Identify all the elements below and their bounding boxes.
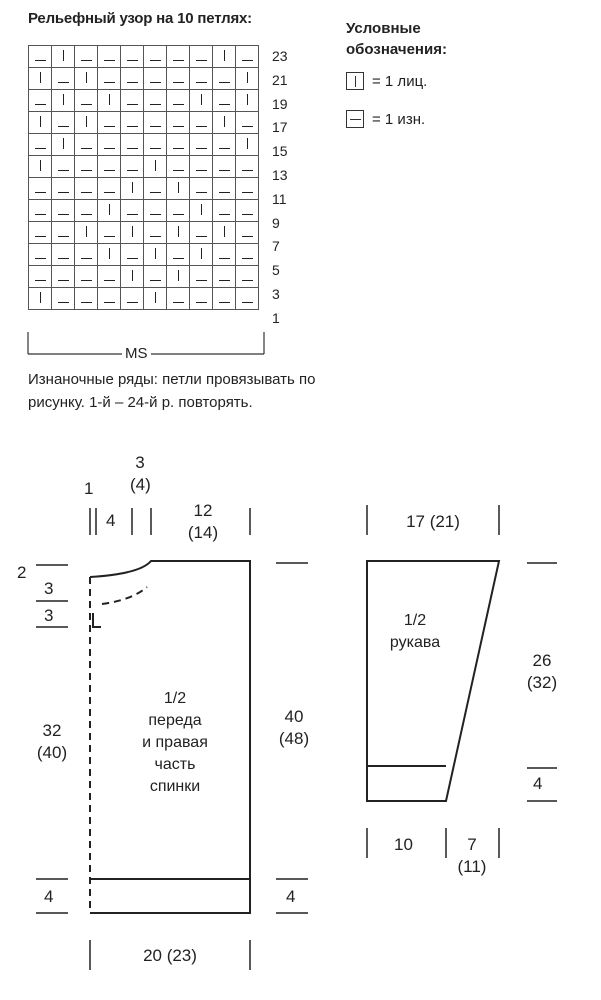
row-number: 23 — [272, 48, 288, 64]
row-number: 3 — [272, 286, 280, 302]
instructions-note: Изнаночные ряды: петли провязывать по рисунку. 1-й – 24-й р. повторять. — [28, 371, 316, 411]
repeat-label: MS — [122, 345, 151, 362]
dim-front-40: 40 (48) — [278, 707, 310, 748]
row-number: 17 — [272, 119, 288, 136]
dim-front-4-right: 4 — [286, 887, 296, 906]
row-number: 5 — [272, 262, 280, 279]
dim-sleeve-4: 4 — [533, 774, 543, 793]
row-number: 7 — [272, 238, 280, 255]
legend-knit-label: = 1 лиц. — [372, 72, 428, 90]
dim-front-2: 2 — [17, 563, 27, 582]
dim-front-1: 1 — [84, 479, 94, 498]
dim-sleeve-17: 17 (21) — [406, 512, 460, 531]
dim-front-12: 12 (14) — [187, 501, 219, 542]
legend-title-line1: Условные — [346, 20, 421, 37]
row-number: 13 — [272, 167, 288, 183]
row-number: 21 — [272, 71, 288, 88]
dim-sleeve-26: 26 (32) — [526, 651, 558, 692]
sleeve-piece-label: 1/2 рукава — [389, 612, 441, 651]
row-number: 9 — [272, 214, 280, 231]
sleeve-piece-outline — [367, 561, 499, 801]
dim-front-20: 20 (23) — [143, 946, 197, 965]
dim-front-3-left-a: 3 — [44, 579, 54, 598]
row-number: 1 — [272, 309, 280, 326]
dim-sleeve-7: 7 (11) — [457, 835, 487, 876]
row-number: 11 — [272, 190, 287, 207]
dim-front-3-left-b: 3 — [44, 606, 54, 625]
dim-front-3: 3 (4) — [130, 453, 151, 494]
dim-sleeve-10: 10 — [394, 835, 413, 854]
chart-title: Рельефный узор на 10 петлях: — [28, 10, 252, 27]
row-number: 19 — [272, 95, 288, 112]
legend-purl-label: = 1 изн. — [372, 110, 426, 128]
front-piece-label: 1/2 переда и правая часть спинки — [142, 690, 208, 795]
row-number: 15 — [272, 143, 288, 160]
dim-front-32: 32 (40) — [36, 721, 68, 762]
legend-title-line2: обозначения: — [346, 41, 447, 58]
dim-front-4: 4 — [106, 511, 116, 530]
dim-front-4-left: 4 — [44, 887, 54, 906]
